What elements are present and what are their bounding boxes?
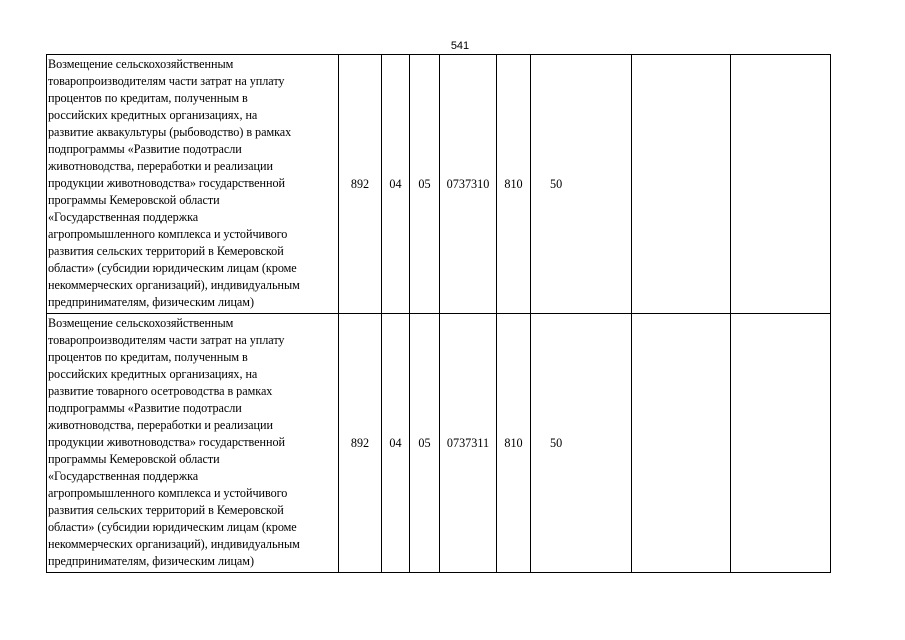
description-line: развития сельских территорий в Кемеровской: [48, 503, 284, 517]
description-line: «Государственная поддержка: [48, 469, 199, 483]
description-line: развитие товарного осетроводства в рамках: [48, 384, 273, 398]
description-line: агропромышленного комплекса и устойчивого: [48, 227, 288, 241]
section-code-cell: 04: [382, 314, 410, 573]
description-line: агропромышленного комплекса и устойчивого: [48, 486, 288, 500]
description-cell: [47, 55, 339, 314]
ministry-code-cell: 892: [339, 55, 382, 314]
ministry-code-cell: 892: [339, 314, 382, 573]
description-line: развития сельских территорий в Кемеровской: [48, 244, 284, 258]
description-line: товаропроизводителям части затрат на уплату: [48, 74, 285, 88]
subsection-code-cell: 05: [410, 55, 440, 314]
empty-cell: [632, 314, 731, 573]
description-line: продукции животноводства» государственной: [48, 176, 285, 190]
empty-cell: [731, 314, 831, 573]
description-line: российских кредитных организациях, на: [48, 367, 258, 381]
description-line: Возмещение сельскохозяйственным: [48, 57, 234, 71]
expense-type-cell: 810: [497, 314, 531, 573]
amount-cell: 50: [531, 55, 632, 314]
target-article-cell: 0737311: [440, 314, 497, 573]
target-article-cell: 0737310: [440, 55, 497, 314]
page-number: 541: [450, 40, 470, 52]
description-line: продукции животноводства» государственной: [48, 435, 285, 449]
description-cell: [47, 314, 339, 573]
description-line: подпрограммы «Развитие подотрасли: [48, 401, 242, 415]
description-line: процентов по кредитам, полученным в: [48, 91, 248, 105]
subsection-code-cell: 05: [410, 314, 440, 573]
description-line: предпринимателям, физическим лицам): [48, 295, 254, 309]
empty-cell: [731, 55, 831, 314]
description-line: программы Кемеровской области: [48, 452, 220, 466]
description-line: товаропроизводителям части затрат на уплату: [48, 333, 285, 347]
description-line: российских кредитных организациях, на: [48, 108, 258, 122]
description-line: некоммерческих организаций), индивидуальным: [48, 278, 300, 292]
description-line: животноводства, переработки и реализации: [48, 159, 273, 173]
description-line: животноводства, переработки и реализации: [48, 418, 273, 432]
description-line: «Государственная поддержка: [48, 210, 199, 224]
table-row: [47, 55, 831, 314]
empty-cell: [632, 55, 731, 314]
amount-cell: 50: [531, 314, 632, 573]
description-line: некоммерческих организаций), индивидуальным: [48, 537, 300, 551]
description-line: подпрограммы «Развитие подотрасли: [48, 142, 242, 156]
description-line: развитие аквакультуры (рыбоводство) в рамках: [48, 125, 292, 139]
description-line: процентов по кредитам, полученным в: [48, 350, 248, 364]
expense-type-cell: 810: [497, 55, 531, 314]
description-line: области» (субсидии юридическим лицам (кроме: [48, 520, 297, 534]
description-line: программы Кемеровской области: [48, 193, 220, 207]
table-row: [47, 314, 831, 573]
description-line: области» (субсидии юридическим лицам (кроме: [48, 261, 297, 275]
budget-table: [46, 54, 831, 573]
description-line: предпринимателям, физическим лицам): [48, 554, 254, 568]
section-code-cell: 04: [382, 55, 410, 314]
description-line: Возмещение сельскохозяйственным: [48, 316, 234, 330]
